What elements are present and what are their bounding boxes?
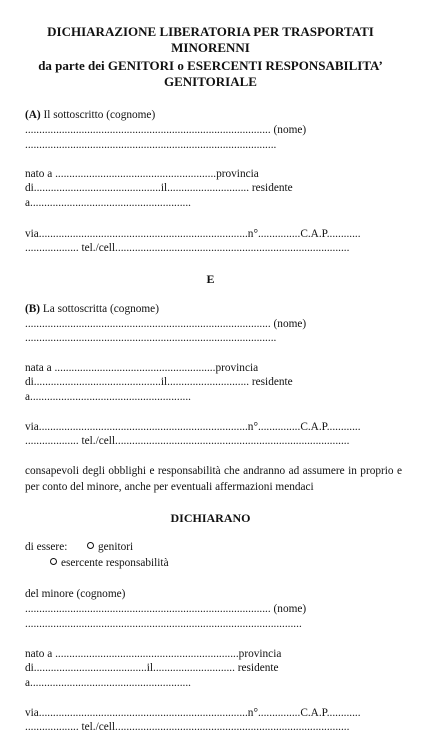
section-b-heading <box>25 303 403 316</box>
minore-surname-label: del minore (cognome) <box>25 588 126 600</box>
section-b-name-field[interactable]: ......................................................................................... <box>25 332 277 344</box>
section-a-residence-field[interactable]: a......................................................... <box>25 197 191 209</box>
document-title-line-2: MINORENNI <box>171 40 250 55</box>
option-genitori-label: genitori <box>98 541 134 553</box>
minore-birthplace-field[interactable]: nato a .................................................................provincia <box>25 648 282 660</box>
minore-birthdate-field[interactable]: di........................................il............................. residente <box>25 662 279 674</box>
section-b-surname-label: La sottoscritta (cognome) <box>40 303 159 315</box>
minore-name-field[interactable]: .................................................................................................. <box>25 618 302 630</box>
section-b-birthdate-field[interactable]: di.............................................il............................. residente <box>25 376 293 388</box>
section-b-residence-field[interactable]: a......................................................... <box>25 391 191 403</box>
di-essere-label: di essere: <box>25 541 68 553</box>
section-a-address-field[interactable]: via..........................................................................n°...............C.A.P............ <box>25 228 361 240</box>
minore-surname-name-field[interactable]: ....................................................................................... (nome) <box>25 603 307 615</box>
document-title-line-1: DICHIARAZIONE LIBERATORIA PER TRASPORTATI <box>47 24 374 39</box>
section-a-heading <box>25 109 403 122</box>
section-a-surname-name-field[interactable]: ....................................................................................... (nome) <box>25 124 307 136</box>
radio-esercente[interactable] <box>50 558 57 565</box>
minore-residence-field[interactable]: a......................................................... <box>25 677 191 689</box>
separator-e: E <box>206 272 215 286</box>
radio-genitori[interactable] <box>87 542 94 549</box>
option-esercente-label: esercente responsabilità <box>61 557 169 569</box>
section-b-phone-field[interactable]: ................... tel./cell................................................................................... <box>25 435 350 447</box>
minore-phone-field[interactable]: ................... tel./cell................................................................................... <box>25 721 350 733</box>
minore-address-field[interactable]: via..........................................................................n°...............C.A.P............ <box>25 707 361 719</box>
section-b-label: (B) <box>25 303 41 315</box>
document-title-line-3: da parte dei GENITORI o ESERCENTI RESPONSABILITA’ <box>38 58 383 73</box>
section-b-address-field[interactable]: via..........................................................................n°...............C.A.P............ <box>25 421 361 433</box>
dichiarano-heading: DICHIARANO <box>170 511 251 525</box>
section-b-birthplace-field[interactable]: nata a .........................................................provincia <box>25 362 259 374</box>
section-a-label: (A) <box>25 109 41 121</box>
option-esercente-row <box>50 557 390 570</box>
document-title-line-4: GENITORIALE <box>164 74 257 89</box>
section-a-birthdate-field[interactable]: di.............................................il............................. residente <box>25 182 293 194</box>
section-b-surname-name-field[interactable]: ....................................................................................... (nome) <box>25 318 307 330</box>
di-essere-row <box>25 541 403 554</box>
section-a-name-field[interactable]: ......................................................................................... <box>25 139 277 151</box>
section-a-phone-field[interactable]: ................... tel./cell................................................................................... <box>25 242 350 254</box>
consapevoli-paragraph: consapevoli degli obblighi e responsabilità che andranno ad assumere in proprio e per conto del minore, anche per eventuali affermazioni mendaci <box>25 465 402 493</box>
section-a-birthplace-field[interactable]: nato a .........................................................provincia <box>25 168 259 180</box>
section-a-surname-label: Il sottoscritto (cognome) <box>40 109 156 121</box>
